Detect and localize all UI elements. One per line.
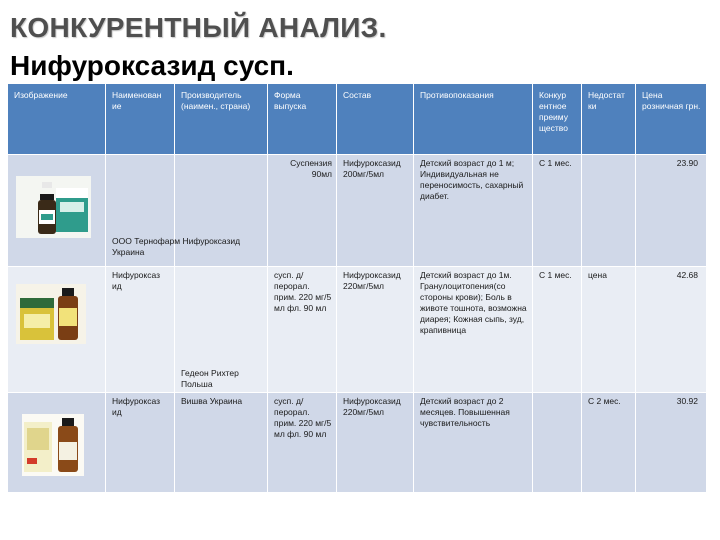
row1-contraindications: Детский возраст до 1 м; Индивидуальная не переносимость, сахарный диабет. [420,158,524,201]
row3-disadvantages: С 2 мес. [588,396,621,406]
row3-contraindications: Детский возраст до 2 месяцев. Повышенная чувствительность [420,396,510,428]
row3-price: 30.92 [676,396,698,406]
header-image: Изображение [14,90,68,100]
slide-subtitle: Нифуроксазид сусп. [10,50,294,81]
row3-name: Нифуроксаз ид [112,396,160,417]
row3-producer: Вишва Украина [181,396,243,406]
row2-form: сусп. д/перорал. прим. 220 мг/5 мл фл. 90 мл [274,270,332,313]
header-name: Наименован ие [112,90,162,111]
header-contraindications: Противопоказания [420,90,494,100]
header-disadvantages: Недостат ки [588,90,625,111]
product-image-gedeon-richter [16,284,86,344]
header-producer: Производитель (наимен., страна) [181,90,251,111]
row1-price: 23.90 [676,158,698,168]
row3-composition: Нифуроксазид 220мг/5мл [343,396,401,417]
slide-title: КОНКУРЕНТНЫЙ АНАЛИЗ. [10,12,387,43]
header-price: Цена розничная грн. [642,90,701,111]
header-form: Форма выпуска [274,90,307,111]
row2-producer: Гедеон Рихтер Польша [181,368,239,389]
row2-price: 42.68 [676,270,698,280]
header-advantages: Конкур ентное преиму щество [539,90,568,133]
row1-producer: ООО Тернофарм Нифуроксазид Украина [112,236,241,257]
row1-advantages: С 1 мес. [539,158,572,168]
row1-form: Суспензия 90мл [290,158,332,179]
row2-disadvantages: цена [588,270,607,280]
product-image-vishva [22,414,84,476]
row1-composition: Нифуроксазид 200мг/5мл [343,158,401,179]
comparison-table [8,84,706,492]
row3-form: сусп. д/перорал. прим. 220 мг/5 мл фл. 90 мл [274,396,332,439]
row2-composition: Нифуроксазид 220мг/5мл [343,270,401,291]
row2-name: Нифуроксаз ид [112,270,160,291]
product-image-ternofarm [16,176,91,238]
row2-contraindications: Детский возраст до 1м. Гранулоцитопения(со стороны крови); Боль в животе тошнота, возможна диарея; Кожная сыпь, зуд, крапивница [420,270,527,335]
header-composition: Состав [343,90,372,100]
row2-advantages: С 1 мес. [539,270,572,280]
